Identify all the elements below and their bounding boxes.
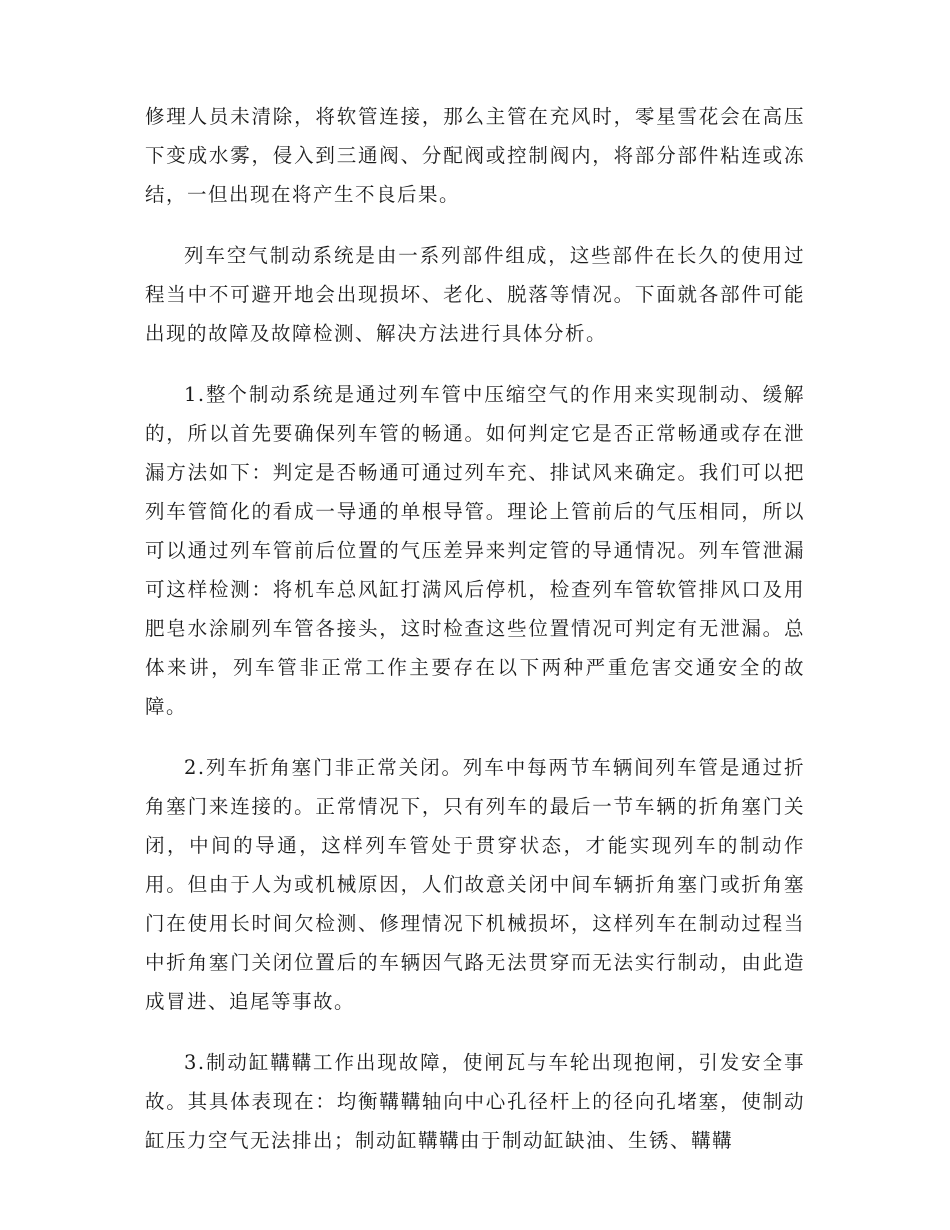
- paragraph-continued: 修理人员未清除，将软管连接，那么主管在充风时，零星雪花会在高压下变成水雾，侵入到三通阀、分配阀或控制阀内，将部分部件粘连或冻结，一但出现在将产生不良后果。: [145, 105, 805, 206]
- paragraph-brake-system-overview: 列车空气制动系统是由一系列部件组成，这些部件在长久的使用过程当中不可避开地会出现损坏、老化、脱落等情况。下面就各部件可能出现的故障及故障检测、解决方法进行具体分析。: [145, 244, 805, 345]
- paragraph-train-pipe: 1.整个制动系统是通过列车管中压缩空气的作用来实现制动、缓解的，所以首先要确保列车管的畅通。如何判定它是否正常畅通或存在泄漏方法如下：判定是否畅通可通过列车充、排试风来确定。我们可以把列车管简化的看成一导通的单根导管。理论上管前后的气压相同，所以可以通过列车管前后位置的气压差异来判定管的导通情况。列车管泄漏可这样检测：将机车总风缸打满风后停机，检查列车管软管排风口及用肥皂水涂刷列车管各接头，这时检查这些位置情况可判定有无泄漏。总体来讲，列车管非正常工作主要存在以下两种严重危害交通安全的故障。: [145, 383, 805, 718]
- paragraph-brake-cylinder: 3.制动缸鞲鞲工作出现故障，使闸瓦与车轮出现抱闸，引发安全事故。其具体表现在：均衡鞲鞲轴向中心孔径杆上的径向孔堵塞，使制动缸压力空气无法排出；制动缸鞲鞲由于制动缸缺油、生锈、鞲鞲: [145, 1051, 805, 1152]
- paragraph-angle-cock: 2.列车折角塞门非正常关闭。列车中每两节车辆间列车管是通过折角塞门来连接的。正常情况下，只有列车的最后一节车辆的折角塞门关闭，中间的导通，这样列车管处于贯穿状态，才能实现列车的制动作用。但由于人为或机械原因，人们故意关闭中间车辆折角塞门或折角塞门在使用长时间欠检测、修理情况下机械损坏，这样列车在制动过程当中折角塞门关闭位置后的车辆因气路无法贯穿而无法实行制动，由此造成冒进、追尾等事故。: [145, 756, 805, 1013]
- document-body: [145, 97, 805, 1182]
